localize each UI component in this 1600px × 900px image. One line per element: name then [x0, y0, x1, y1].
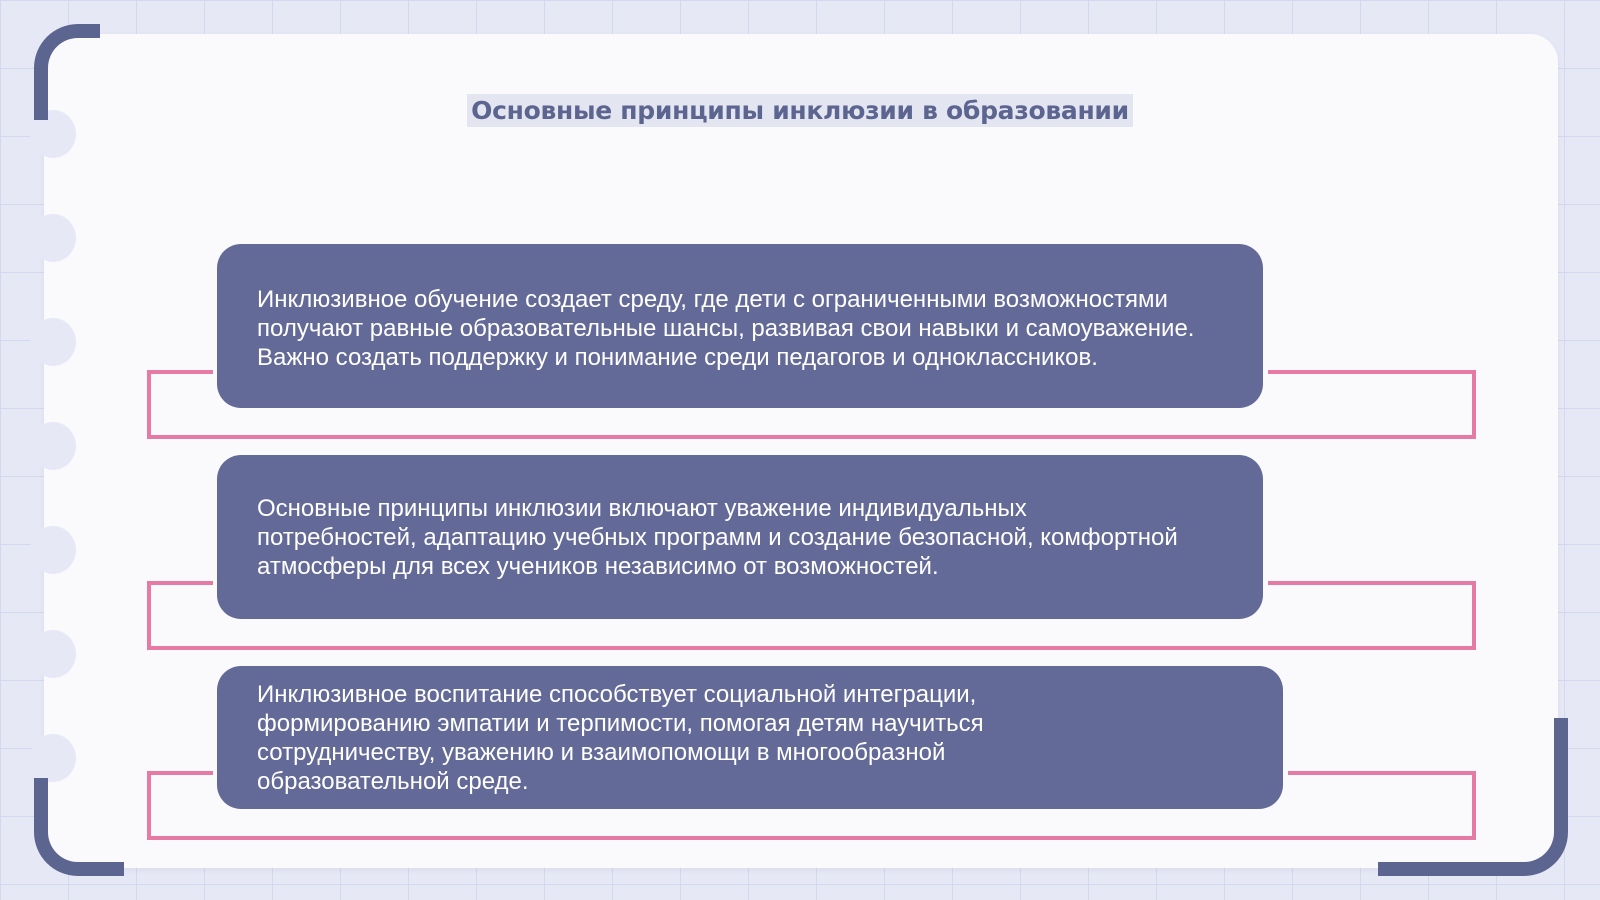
principle-block-1 — [217, 244, 1263, 408]
bracket-tick-right-3 — [1288, 771, 1476, 775]
bracket-tick-right-2 — [1268, 581, 1476, 585]
principle-block-2 — [217, 455, 1263, 619]
principle-block-3 — [217, 666, 1283, 809]
corner-decoration-bottom-left — [34, 778, 124, 876]
bracket-tick-left-3 — [147, 771, 213, 775]
principle-text-1: Инклюзивное обучение создает среду, где дети с ограниченными возможностями получают равные образовательные шансы, развивая свои навыки и самоуважение. Важно создать поддержку и понимание среди педагогов и одноклассников. — [257, 285, 1195, 371]
bracket-tick-left-1 — [147, 370, 213, 374]
principle-text-3: Инклюзивное воспитание способствует социальной интеграции, формированию эмпатии и терпимости, помогая детям научиться сотрудничеству, уважению и взаимопомощи в многообразной образовательной среде. — [257, 680, 984, 795]
slide-title — [0, 94, 1600, 127]
bracket-tick-right-1 — [1268, 370, 1476, 374]
principle-text-2: Основные принципы инклюзии включают уважение индивидуальных потребностей, адаптацию учебных программ и создание безопасной, комфортной атмосферы для всех учеников независимо от возможностей. — [257, 494, 1178, 580]
bracket-tick-left-2 — [147, 581, 213, 585]
slide-title-text: Основные принципы инклюзии в образовании — [467, 94, 1133, 127]
